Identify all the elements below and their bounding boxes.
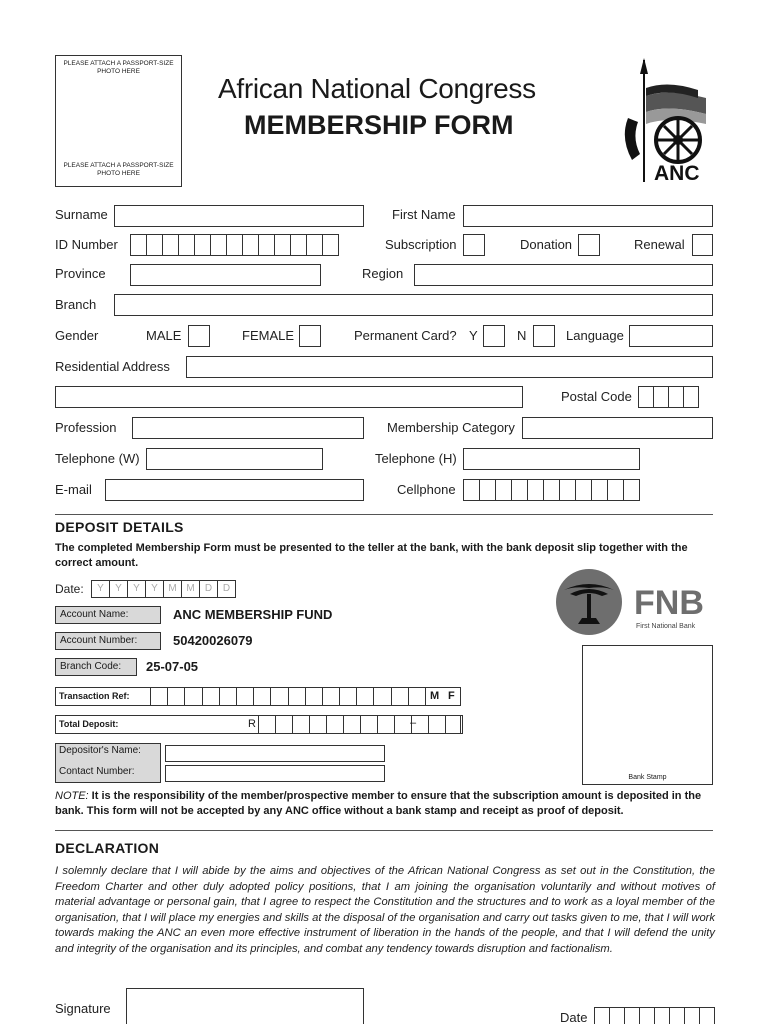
deposit-date-cells[interactable] xyxy=(91,580,236,598)
permanent-card-no-label: N xyxy=(517,328,527,343)
telephone-work-label: Telephone (W) xyxy=(55,451,140,466)
first-name-input[interactable] xyxy=(463,205,713,227)
photo-instruction-top: PLEASE ATTACH A PASSPORT-SIZE PHOTO HERE xyxy=(63,60,174,75)
male-label: MALE xyxy=(146,328,182,343)
account-number-value: 50420026079 xyxy=(173,633,253,648)
declaration-date-cells[interactable] xyxy=(594,1007,715,1024)
region-input[interactable] xyxy=(414,264,713,286)
transaction-ref-label: Transaction Ref: xyxy=(59,691,130,701)
depositor-name-label: Depositor's Name: xyxy=(59,745,141,756)
photo-instruction-bottom: PLEASE ATTACH A PASSPORT-SIZE PHOTO HERE xyxy=(63,162,174,177)
photo-box xyxy=(55,55,182,187)
residential-address-input-line1[interactable] xyxy=(186,356,713,378)
membership-category-input[interactable] xyxy=(522,417,713,439)
telephone-work-input[interactable] xyxy=(146,448,323,470)
form-title: MEMBERSHIP FORM xyxy=(244,110,514,140)
profession-label: Profession xyxy=(55,420,117,435)
province-label: Province xyxy=(55,266,106,281)
residential-address-label: Residential Address xyxy=(55,359,170,374)
donation-checkbox[interactable] xyxy=(578,234,600,256)
org-name: African National Congress xyxy=(218,73,536,104)
signature-input[interactable] xyxy=(126,988,364,1024)
first-name-label: First Name xyxy=(392,207,456,222)
membership-category-label: Membership Category xyxy=(387,420,515,435)
anc-logo xyxy=(618,58,712,184)
cellphone-cells[interactable] xyxy=(463,479,640,501)
deposit-note-text: It is the responsibility of the member/prospective member to ensure that the subscription amount is deposited in the bank. This form will not be accepted by any ANC office without a bank stamp and receipt as proof of deposit. xyxy=(55,790,702,817)
permanent-card-yes-label: Y xyxy=(469,328,478,343)
residential-address-input-line2[interactable] xyxy=(55,386,523,408)
deposit-intro: The completed Membership Form must be presented to the teller at the bank, with the bank deposit slip together with the correct amount. xyxy=(55,542,688,569)
branch-input[interactable] xyxy=(114,294,713,316)
region-label: Region xyxy=(362,266,404,281)
renewal-label: Renewal xyxy=(634,237,685,252)
bank-stamp-label: Bank Stamp xyxy=(628,774,667,781)
female-checkbox[interactable] xyxy=(299,325,321,347)
female-label: FEMALE xyxy=(242,328,295,343)
email-input[interactable] xyxy=(105,479,364,501)
permanent-card-no-checkbox[interactable] xyxy=(533,325,555,347)
language-label: Language xyxy=(566,328,624,343)
fnb-logo xyxy=(556,568,716,638)
contact-number-label: Contact Number: xyxy=(59,766,135,777)
gender-label: Gender xyxy=(55,328,99,343)
total-deposit-separator: – xyxy=(410,717,417,729)
account-number-label: Account Number: xyxy=(55,632,161,650)
deposit-details-heading: DEPOSIT DETAILS xyxy=(55,519,184,535)
deposit-date-cell[interactable]: M xyxy=(182,581,200,597)
declaration-heading: DECLARATION xyxy=(55,840,160,856)
id-number-label: ID Number xyxy=(55,237,118,252)
bank-stamp-box xyxy=(582,645,713,785)
deposit-date-label: Date: xyxy=(55,582,84,596)
province-input[interactable] xyxy=(130,264,321,286)
deposit-note-prefix: NOTE: xyxy=(55,790,89,802)
permanent-card-label: Permanent Card? xyxy=(354,328,457,343)
total-deposit-cells[interactable] xyxy=(258,715,463,734)
deposit-date-cell[interactable]: D xyxy=(200,581,218,597)
depositor-name-input[interactable] xyxy=(165,745,385,762)
total-deposit-currency: R xyxy=(248,718,256,730)
deposit-date-cell[interactable]: D xyxy=(218,581,236,597)
profession-input[interactable] xyxy=(132,417,364,439)
branch-code-value: 25-07-05 xyxy=(146,659,199,674)
deposit-date-cell[interactable]: Y xyxy=(146,581,164,597)
deposit-date-cell[interactable]: Y xyxy=(128,581,146,597)
permanent-card-yes-checkbox[interactable] xyxy=(483,325,505,347)
id-number-cells[interactable] xyxy=(130,234,339,256)
surname-label: Surname xyxy=(55,207,108,222)
deposit-date-cell[interactable]: Y xyxy=(92,581,110,597)
branch-label: Branch xyxy=(55,297,97,312)
deposit-date-cell[interactable]: Y xyxy=(110,581,128,597)
subscription-checkbox[interactable] xyxy=(463,234,485,256)
account-name-value: ANC MEMBERSHIP FUND xyxy=(173,607,333,622)
transaction-ref-cells[interactable] xyxy=(150,687,426,706)
telephone-home-input[interactable] xyxy=(463,448,640,470)
donation-label: Donation xyxy=(520,237,573,252)
contact-number-input[interactable] xyxy=(165,765,385,782)
transaction-ref-m: M xyxy=(430,690,440,702)
account-name-label: Account Name: xyxy=(55,606,161,624)
divider-declaration xyxy=(55,830,713,831)
fnb-logo-text: FNB xyxy=(634,584,704,622)
declaration-text: I solemnly declare that I will abide by the aims and objectives of the African National Congress as set out in the Constitution, the Freedom Charter and other duly adopted policy positions, that I am joining the organisation voluntarily and without motives of material advantage or personal gain, that I agree to respect the Constitution and the structures and to work as a loyal member of the organisation, that I will place my energies and skills at the disposal of the organisation and carry out tasks given to me, that I will work towards making the ANC an even more effective instrument of liberation in the hands of the people, and that I will defend the unity and integrity of the organisation and its principles, and combat any tendency towards disruption and factionalism. xyxy=(55,865,715,955)
divider-deposit xyxy=(55,514,713,515)
cellphone-label: Cellphone xyxy=(397,482,456,497)
fnb-logo-subtext: First National Bank xyxy=(636,623,696,630)
postal-code-label: Postal Code xyxy=(561,389,632,404)
transaction-ref-f: F xyxy=(448,690,455,702)
email-label: E-mail xyxy=(55,482,92,497)
renewal-checkbox[interactable] xyxy=(692,234,713,256)
language-input[interactable] xyxy=(629,325,713,347)
branch-code-label: Branch Code: xyxy=(55,658,137,676)
declaration-date-label: Date xyxy=(560,1010,588,1024)
signature-label: Signature xyxy=(55,1001,111,1016)
anc-logo-text: ANC xyxy=(654,162,700,184)
deposit-note xyxy=(55,789,715,819)
subscription-label: Subscription xyxy=(385,237,457,252)
surname-input[interactable] xyxy=(114,205,364,227)
male-checkbox[interactable] xyxy=(188,325,210,347)
telephone-home-label: Telephone (H) xyxy=(375,451,457,466)
deposit-date-cell[interactable]: M xyxy=(164,581,182,597)
postal-code-cells[interactable] xyxy=(638,386,699,408)
total-deposit-label: Total Deposit: xyxy=(59,719,119,729)
